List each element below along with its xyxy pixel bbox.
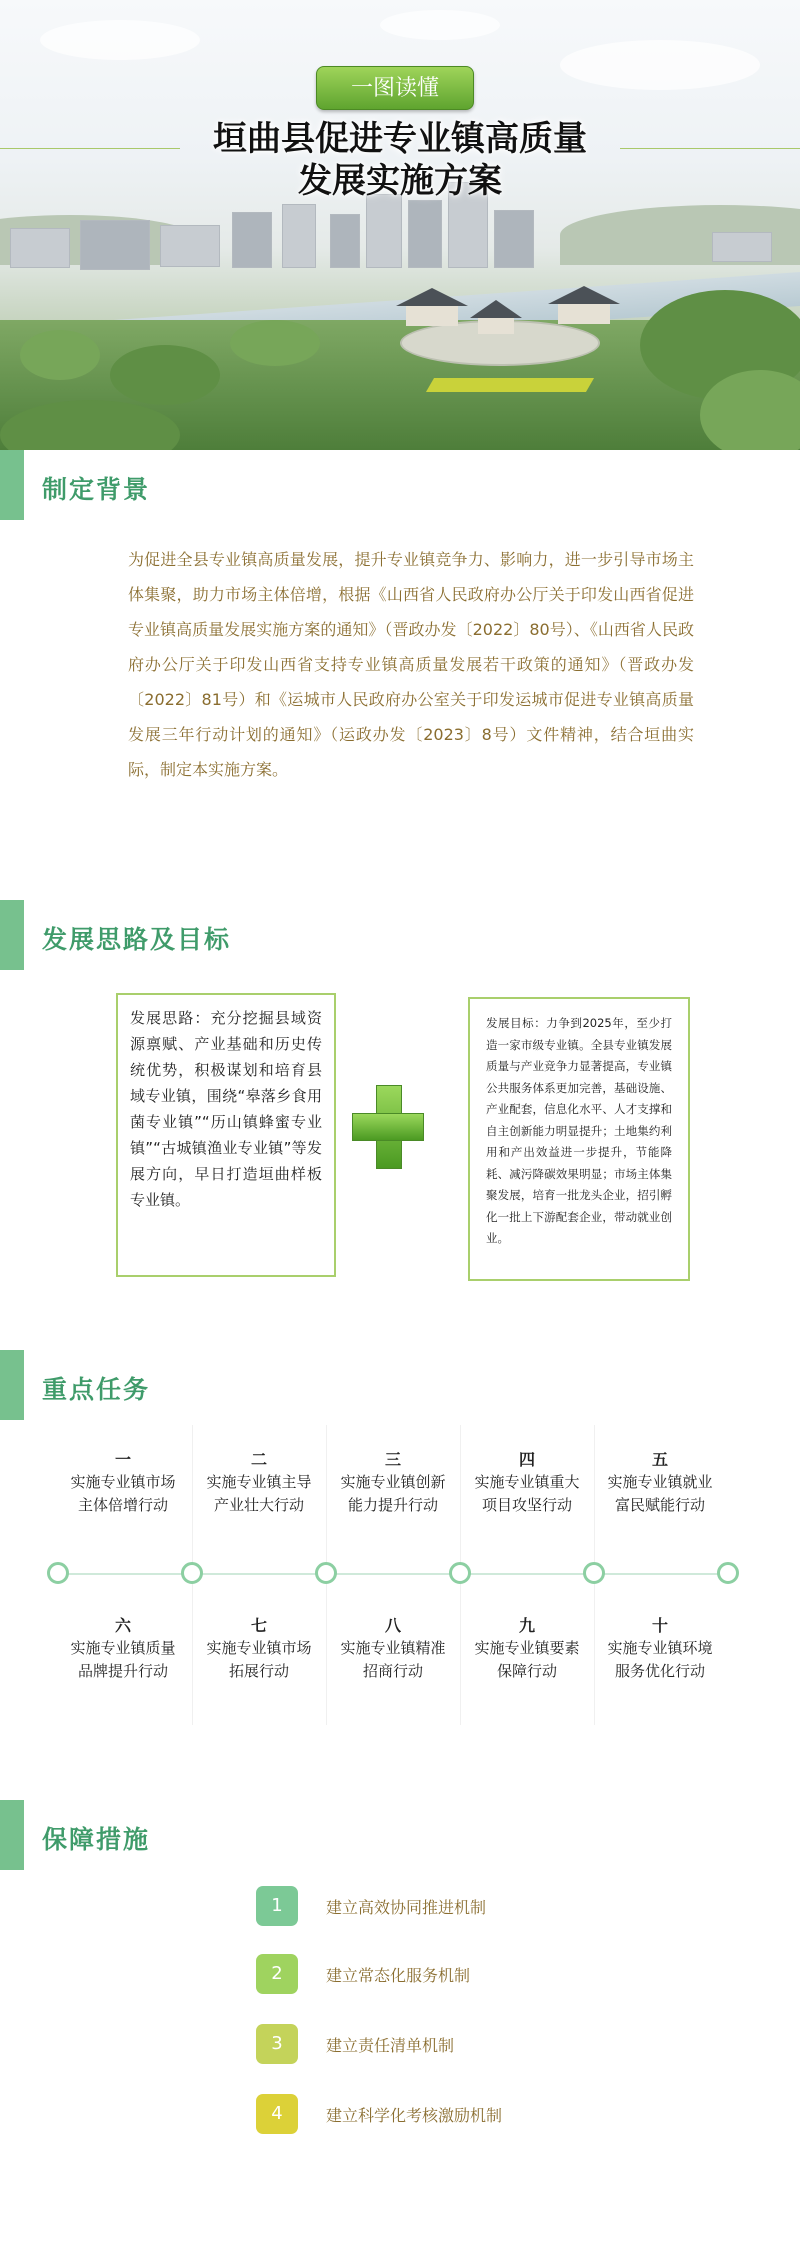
task-number: 一: [114, 1450, 131, 1469]
timeline-node: [583, 1562, 605, 1584]
measure-label: 建立科学化考核激励机制: [326, 2106, 503, 2125]
section-title: 制定背景: [42, 475, 151, 504]
task-label-line: 实施专业镇要素: [474, 1639, 580, 1657]
task-label-line: 实施专业镇环境: [607, 1639, 713, 1657]
section-accent-bar: [0, 450, 24, 520]
task-item-4: [461, 1448, 593, 1517]
task-number: 五: [651, 1450, 668, 1469]
building: [330, 214, 360, 268]
measure-label: 建立常态化服务机制: [326, 1966, 471, 1985]
timeline-node: [47, 1562, 69, 1584]
task-label-line: 主体倍增行动: [77, 1496, 168, 1514]
task-number: 四: [518, 1450, 535, 1469]
task-item-6: [57, 1614, 189, 1683]
task-label-line: 富民赋能行动: [614, 1496, 705, 1514]
task-item-7: [193, 1614, 325, 1683]
task-number: 七: [250, 1616, 267, 1635]
section-title: 发展思路及目标: [42, 925, 232, 954]
task-item-3: [327, 1448, 459, 1517]
task-label-line: 项目攻坚行动: [481, 1496, 572, 1514]
task-label-line: 实施专业镇重大: [474, 1473, 580, 1491]
building: [80, 220, 150, 270]
section-header-tasks: [0, 1350, 800, 1420]
timeline-node: [315, 1562, 337, 1584]
task-label-line: 实施专业镇就业: [607, 1473, 713, 1491]
task-number: 二: [250, 1450, 267, 1469]
tree: [110, 345, 220, 405]
measure-label: 建立责任清单机制: [326, 2036, 455, 2055]
task-label-line: 能力提升行动: [347, 1496, 438, 1514]
measure-label: 建立高效协同推进机制: [326, 1898, 487, 1917]
background-paragraph: 为促进全县专业镇高质量发展，提升专业镇竞争力、影响力，进一步引导市场主体集聚，助力市场主体倍增，根据《山西省人民政府办公厅关于印发山西省促进专业镇高质量发展实施方案的通知》（晋政办发〔2022〕80号）、《山西省人民政府办公厅关于印发山西省支持专业镇高质量发展若干政策的通知》（晋政办发〔2022〕81号）和《运城市人民政府办公室关于印发运城市促进专业镇高质量发展三年行动计划的通知》（运政办发〔2023〕8号）文件精神，结合垣曲实际，制定本实施方案。: [128, 550, 694, 779]
building: [160, 225, 220, 267]
section-title: 重点任务: [42, 1375, 151, 1404]
section-accent-bar: [0, 900, 24, 970]
task-item-5: [594, 1448, 726, 1517]
development-idea-box: [116, 993, 336, 1277]
page-title-line-1: 垣曲县促进专业镇高质量: [213, 119, 587, 159]
building: [408, 200, 442, 268]
task-label-line: 保障行动: [496, 1662, 557, 1680]
task-number: 八: [384, 1616, 401, 1635]
section-accent-bar: [0, 1800, 24, 1870]
task-item-1: [57, 1448, 189, 1517]
building: [712, 232, 772, 262]
task-label-line: 实施专业镇精准: [340, 1639, 446, 1657]
task-number: 六: [114, 1616, 131, 1635]
section-title: 保障措施: [42, 1825, 151, 1854]
building: [282, 204, 316, 268]
plus-icon: [352, 1085, 424, 1169]
building: [10, 228, 70, 268]
development-idea-text: 发展思路：充分挖掘县域资源禀赋、产业基础和历史传统优势，积极谋划和培育县域专业镇，围绕“皋落乡食用菌专业镇”“历山镇蜂蜜专业镇”“古城镇渔业专业镇”等发展方向，早日打造垣曲样板专业镇。: [130, 1009, 322, 1209]
task-item-9: [461, 1614, 593, 1683]
timeline-node: [717, 1562, 739, 1584]
task-timeline: [60, 1573, 728, 1575]
cloud: [380, 10, 500, 40]
task-label-line: 实施专业镇主导: [206, 1473, 312, 1491]
task-number: 十: [651, 1616, 668, 1635]
measure-number-badge: 2: [256, 1954, 298, 1994]
timeline-node: [449, 1562, 471, 1584]
badge-one-picture: 一图读懂: [316, 66, 474, 110]
task-label-line: 实施专业镇市场: [70, 1473, 176, 1491]
measure-number-badge: 3: [256, 2024, 298, 2064]
cloud: [560, 40, 760, 90]
section-header-measures: [0, 1800, 800, 1870]
timeline-node: [181, 1562, 203, 1584]
flower-bed: [426, 378, 594, 392]
tree: [230, 320, 320, 366]
task-number: 九: [518, 1616, 535, 1635]
task-label-line: 产业壮大行动: [213, 1496, 304, 1514]
tree: [20, 330, 100, 380]
task-item-10: [594, 1614, 726, 1683]
measure-number-badge: 4: [256, 2094, 298, 2134]
section-header-background: [0, 450, 800, 520]
task-label-line: 实施专业镇质量: [70, 1639, 176, 1657]
task-label-line: 招商行动: [362, 1662, 423, 1680]
hero-banner: [0, 0, 800, 450]
task-label-line: 拓展行动: [228, 1662, 289, 1680]
section-header-goals: [0, 900, 800, 970]
page-title-line-2: 发展实施方案: [298, 161, 502, 201]
development-target-text: 发展目标：力争到2025年，至少打造一家市级专业镇。全县专业镇发展质量与产业竞争力显著提高，专业镇公共服务体系更加完善，基础设施、产业配套，信息化水平、人才支撑和自主创新能力明显提升；土地集约利用和产出效益进一步提升，节能降耗、减污降碳效果明显；市场主体集聚发展，培育一批龙头企业，招引孵化一批上下游配套企业，带动就业创业。: [486, 1016, 672, 1245]
task-label-line: 服务优化行动: [614, 1662, 705, 1680]
task-item-2: [193, 1448, 325, 1517]
task-label-line: 品牌提升行动: [77, 1662, 168, 1680]
development-target-box: [468, 997, 690, 1281]
cloud: [40, 20, 200, 60]
measure-number-badge: 1: [256, 1886, 298, 1926]
building: [232, 212, 272, 268]
page-title: [0, 118, 800, 202]
section-accent-bar: [0, 1350, 24, 1420]
task-number: 三: [384, 1450, 401, 1469]
building: [494, 210, 534, 268]
task-label-line: 实施专业镇市场: [206, 1639, 312, 1657]
task-item-8: [327, 1614, 459, 1683]
task-label-line: 实施专业镇创新: [340, 1473, 446, 1491]
building: [366, 194, 402, 268]
